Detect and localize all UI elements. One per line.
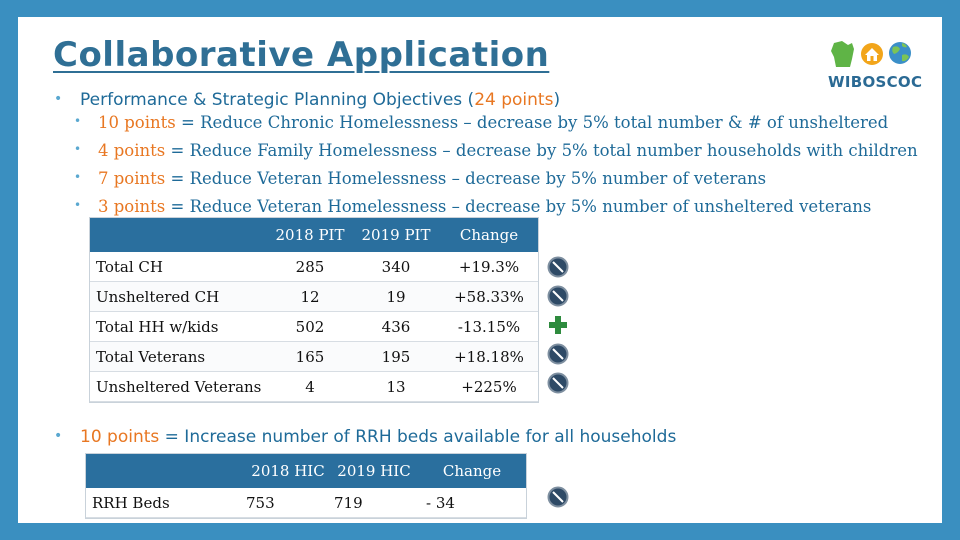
logo-text: WIBOSCOC <box>828 73 923 91</box>
section2-text: = Increase number of RRH beds available for all households <box>159 427 677 447</box>
table-row <box>90 252 538 282</box>
column-header: 2018 HIC <box>246 454 330 488</box>
section1-heading <box>54 90 561 110</box>
cell-change: - 34 <box>418 488 526 518</box>
cell-2018: 502 <box>268 312 352 342</box>
decrease-needed-icon <box>547 285 569 307</box>
cell-2018: 753 <box>246 488 330 518</box>
bullet-icon: • <box>74 114 82 128</box>
cell-2018: 12 <box>268 282 352 312</box>
hic-table <box>86 454 526 518</box>
item-text: = Reduce Veteran Homelessness – decrease by 5% number of unsheltered veterans <box>165 197 872 216</box>
table-row <box>90 342 538 372</box>
list-item <box>74 169 918 197</box>
table-row <box>90 372 538 402</box>
cell-2018: 4 <box>268 372 352 402</box>
item-points: 4 points <box>98 141 166 160</box>
list-item <box>74 141 918 169</box>
cell-change: +19.3% <box>440 252 538 282</box>
section1-heading-points: 24 points <box>474 90 554 110</box>
cell-change: +58.33% <box>440 282 538 312</box>
row-label: Unsheltered CH <box>90 282 268 312</box>
cell-2019: 340 <box>352 252 440 282</box>
item-text: = Reduce Family Homelessness – decrease by 5% total number households with children <box>165 141 918 160</box>
column-header: Change <box>418 454 526 488</box>
cell-2019: 436 <box>352 312 440 342</box>
logo-graphic-icon <box>828 37 920 73</box>
item-text: = Reduce Chronic Homelessness – decrease by 5% total number & # of unsheltered <box>175 113 889 132</box>
table-row <box>90 282 538 312</box>
section2-heading <box>54 427 677 447</box>
item-points: 3 points <box>98 197 166 216</box>
row-label: RRH Beds <box>86 488 246 518</box>
plus-icon <box>547 314 569 336</box>
cell-2019: 195 <box>352 342 440 372</box>
section1-heading-prefix: Performance & Strategic Planning Objectives ( <box>80 90 475 110</box>
cell-2018: 285 <box>268 252 352 282</box>
cell-change: +18.18% <box>440 342 538 372</box>
item-points: 7 points <box>98 169 166 188</box>
objectives-list <box>74 113 918 225</box>
row-label: Total Veterans <box>90 342 268 372</box>
column-header <box>86 454 246 488</box>
list-item <box>74 113 918 141</box>
slide <box>18 17 942 523</box>
pit-table <box>90 218 538 402</box>
column-header: 2019 HIC <box>330 454 418 488</box>
table-header <box>86 454 526 488</box>
section2-points: 10 points <box>80 427 160 447</box>
column-header: 2018 PIT <box>268 218 352 252</box>
cell-change: +225% <box>440 372 538 402</box>
column-header: Change <box>440 218 538 252</box>
decrease-needed-icon <box>547 343 569 365</box>
bullet-icon: • <box>54 91 63 107</box>
cell-2019: 13 <box>352 372 440 402</box>
decrease-needed-icon <box>547 372 569 394</box>
bullet-icon: • <box>74 198 82 212</box>
wiboscoc-logo <box>828 37 923 91</box>
row-label: Unsheltered Veterans <box>90 372 268 402</box>
row-label: Total HH w/kids <box>90 312 268 342</box>
decrease-needed-icon <box>547 256 569 278</box>
decrease-needed-icon <box>547 486 569 508</box>
row-label: Total CH <box>90 252 268 282</box>
section1-heading-suffix: ) <box>553 90 561 110</box>
table-row <box>86 488 526 518</box>
bullet-icon: • <box>54 428 63 444</box>
cell-2018: 165 <box>268 342 352 372</box>
table-row <box>90 312 538 342</box>
item-points: 10 points <box>98 113 176 132</box>
column-header <box>90 218 268 252</box>
table-header <box>90 218 538 252</box>
cell-2019: 719 <box>330 488 418 518</box>
bullet-icon: • <box>74 142 82 156</box>
cell-2019: 19 <box>352 282 440 312</box>
column-header: 2019 PIT <box>352 218 440 252</box>
cell-change: -13.15% <box>440 312 538 342</box>
slide-title: Collaborative Application <box>53 35 550 75</box>
bullet-icon: • <box>74 170 82 184</box>
item-text: = Reduce Veteran Homelessness – decrease by 5% number of veterans <box>165 169 767 188</box>
